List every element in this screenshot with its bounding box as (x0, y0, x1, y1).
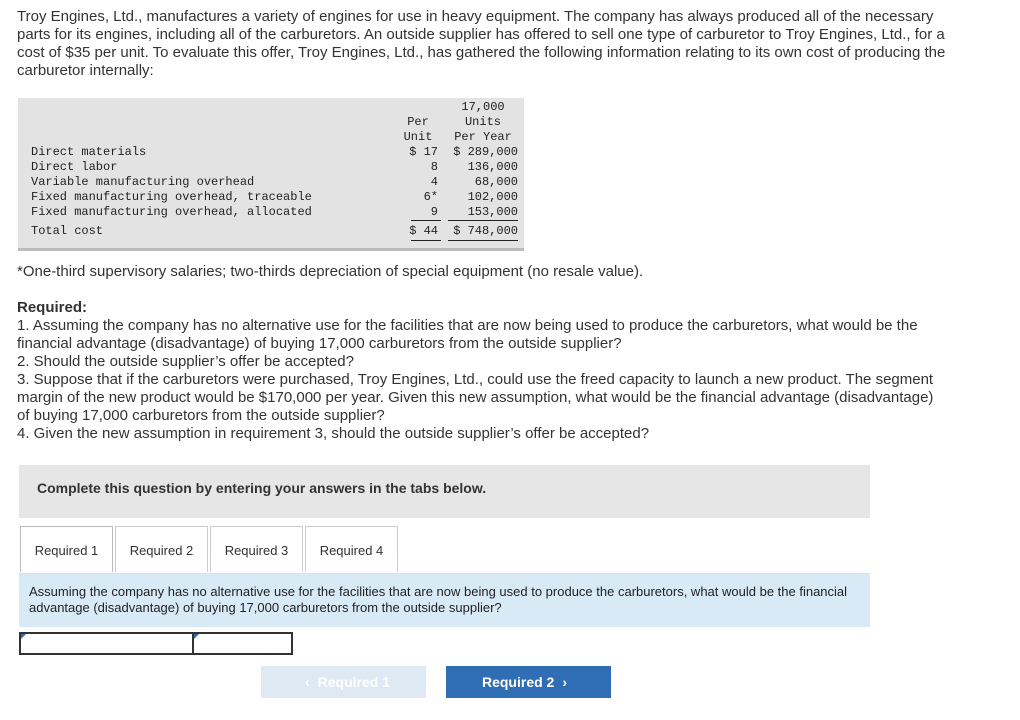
row-unit: 9 (430, 205, 438, 219)
row-year: $ 289,000 (453, 145, 518, 159)
question-text: Assuming the company has no alternative use for the facilities that are now being used to produce the carburetors, what would be the financial advantage (disadvantage) of buying 17,000 carburetors from the outside supplier? (29, 584, 848, 615)
instruction-text: Complete this question by entering your answers in the tabs below. (37, 480, 487, 496)
chevron-left-icon: ‹ (304, 674, 310, 690)
answer-amount-input[interactable] (192, 632, 293, 655)
prev-button-label: Required 1 (317, 674, 391, 690)
table-row (18, 175, 524, 190)
answer-row (19, 632, 293, 655)
subtotal-rule-unit (411, 220, 441, 221)
header-units-count: 17,000 (461, 100, 505, 114)
header-unit: Unit (403, 130, 433, 144)
cost-table (18, 98, 524, 248)
table-footnote: *One-third supervisory salaries; two-thirds depreciation of special equipment (no resale value). (17, 263, 644, 280)
total-label: Total cost (31, 224, 104, 238)
tab-required-1[interactable]: Required 1 (20, 526, 113, 572)
header-per-year: Per Year (454, 130, 512, 144)
row-unit: 4 (430, 175, 438, 189)
row-label: Fixed manufacturing overhead, allocated (31, 205, 312, 219)
total-row (18, 224, 524, 239)
row-year: 68,000 (474, 175, 518, 189)
subtotal-rule-year (448, 220, 518, 221)
input-marker-icon (21, 634, 26, 639)
next-button-label: Required 2 (481, 674, 555, 690)
problem-intro: Troy Engines, Ltd., manufactures a variety of engines for use in heavy equipment. The company has always produced all of the necessary parts for its engines, including all of the carburetors. An outside supplier has offered to sell one type of carburetor to Troy Engines, Ltd., for a cost of $35 per unit. To evaluate this offer, Troy Engines, Ltd., has gathered the following information relating to its own cost of producing the carburetor internally: (17, 8, 946, 79)
tab-required-3[interactable]: Required 3 (210, 526, 303, 572)
row-year: 153,000 (467, 205, 518, 219)
header-per: Per (407, 115, 429, 129)
row-label: Fixed manufacturing overhead, traceable (31, 190, 312, 204)
row-unit: $ 17 (409, 145, 438, 159)
input-marker-icon (194, 634, 199, 639)
total-unit: $ 44 (409, 224, 438, 238)
answer-label-input[interactable] (19, 632, 194, 655)
table-row (18, 145, 524, 160)
table-row (18, 160, 524, 175)
row-unit: 8 (430, 160, 438, 174)
required-item-3: 3. Suppose that if the carburetors were purchased, Troy Engines, Ltd., could use the freed capacity to launch a new product. The segment margin of the new product would be $170,000 per year. Given this new assumption, what would be the financial advantage (disadvantage) of buying 17,000 carburetors from the outside supplier? (17, 371, 934, 424)
chevron-right-icon: › (562, 674, 568, 690)
total-rule-year (448, 240, 518, 241)
table-row (18, 190, 524, 205)
tab-required-4[interactable]: Required 4 (305, 526, 398, 572)
header-units: Units (464, 115, 501, 129)
table-row (18, 205, 524, 220)
required-item-4: 4. Given the new assumption in requirement 3, should the outside supplier’s offer be accepted? (17, 425, 650, 442)
row-label: Direct labor (31, 160, 118, 174)
tab-required-2[interactable]: Required 2 (115, 526, 208, 572)
row-unit: 6* (423, 190, 438, 204)
table-bottom-border (18, 248, 524, 251)
row-label: Variable manufacturing overhead (31, 175, 255, 189)
row-label: Direct materials (31, 145, 147, 159)
required-title: Required: (17, 299, 88, 316)
total-rule-unit (411, 240, 441, 241)
required-item-1: 1. Assuming the company has no alternative use for the facilities that are now being used to produce the carburetors, what would be the financial advantage (disadvantage) of buying 17,000 carburetors from the outside supplier? (17, 317, 918, 352)
question-panel (19, 573, 870, 627)
instruction-box (19, 465, 870, 518)
total-year: $ 748,000 (453, 224, 518, 238)
required-section (17, 299, 947, 443)
row-year: 102,000 (467, 190, 518, 204)
next-button[interactable] (446, 666, 611, 698)
row-year: 136,000 (467, 160, 518, 174)
required-item-2: 2. Should the outside supplier’s offer be accepted? (17, 353, 354, 370)
prev-button[interactable] (261, 666, 426, 698)
